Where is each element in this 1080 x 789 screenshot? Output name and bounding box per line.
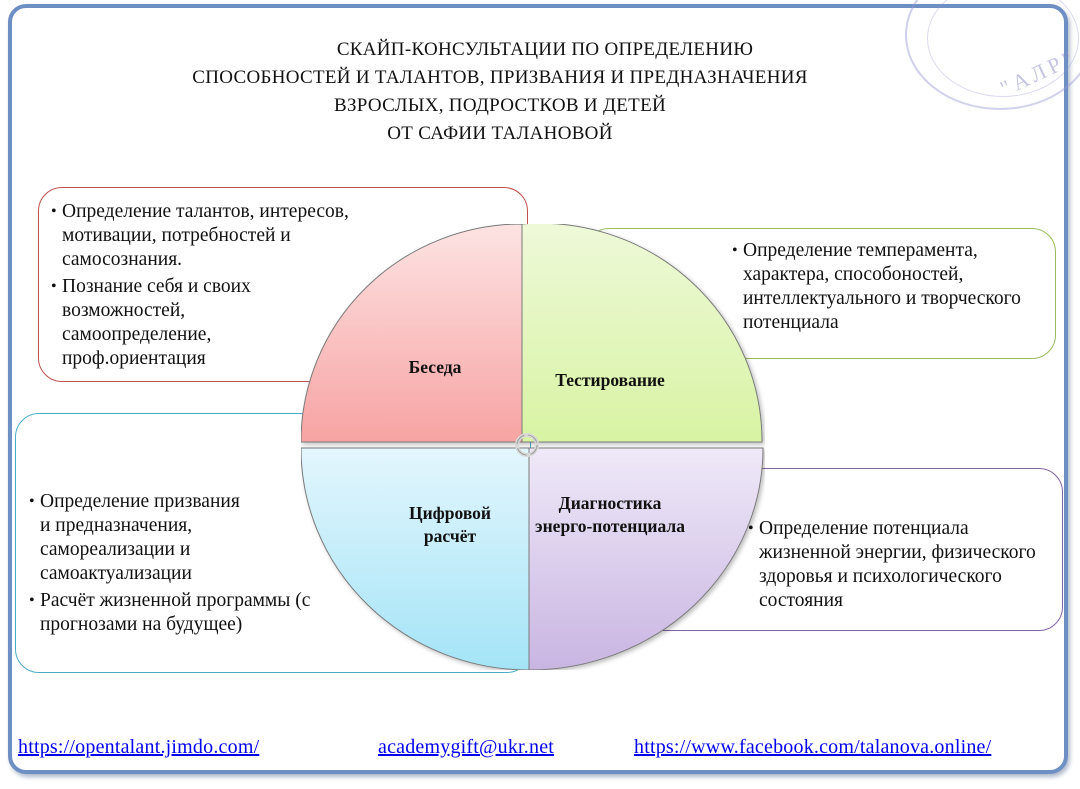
bullet-item: • Расчёт жизненной программы (с прогнозами на будущее) — [29, 589, 360, 637]
title-line-1: СКАЙП-КОНСУЛЬТАЦИИ ПО ОПРЕДЕЛЕНИЮ — [336, 39, 754, 60]
title-line-2: СПОСОБНОСТЕЙ И ТАЛАНТОВ, ПРИЗВАНИЯ И ПРЕДНАЗНАЧЕНИЯ — [192, 67, 808, 88]
facebook-link[interactable]: https://www.facebook.com/talanova.online/ — [634, 736, 992, 758]
stamp-text: "АЛР" — [996, 44, 1080, 101]
segment-beseda — [301, 224, 522, 442]
segment-label-energy: Диагностика энерго-потенциала — [535, 493, 685, 536]
segmented-cycle-diagram — [301, 224, 765, 670]
title-line-3: ВЗРОСЛЫХ, ПОДРОСТКОВ И ДЕТЕЙ — [333, 95, 667, 116]
email-link[interactable]: academygift@ukr.net — [378, 736, 555, 758]
bullet-item: • Определение призвания и предназначения, самореализации и самоактуализации — [29, 490, 255, 586]
segment-label-testing: Тестирование — [555, 370, 665, 390]
site-link[interactable]: https://opentalant.jimdo.com/ — [18, 736, 260, 758]
segment-digital-calc — [301, 448, 529, 670]
segment-energy — [529, 448, 763, 670]
segment-testing — [522, 224, 762, 442]
bullet-item: • Определение темперамента, характера, способоностей, интеллектуального и творческого потенциала — [732, 239, 1063, 335]
bullet-item: • Определение талантов, интересов, мотивации, потребностей и самосознания. — [51, 200, 382, 272]
title-line-4: ОТ САФИИ ТАЛАНОВОЙ — [387, 123, 613, 144]
bullet-item: • Познание себя и своих возможностей, самоопределение, проф.ориентация — [51, 275, 292, 371]
page-title — [0, 36, 1000, 148]
segment-label-digital-calc: Цифровой расчёт — [408, 503, 491, 546]
bullet-item: • Определение потенциала жизненной энергии, физического здоровья и психологического состояния — [748, 517, 1064, 613]
segment-label-beseda: Беседа — [408, 357, 462, 377]
